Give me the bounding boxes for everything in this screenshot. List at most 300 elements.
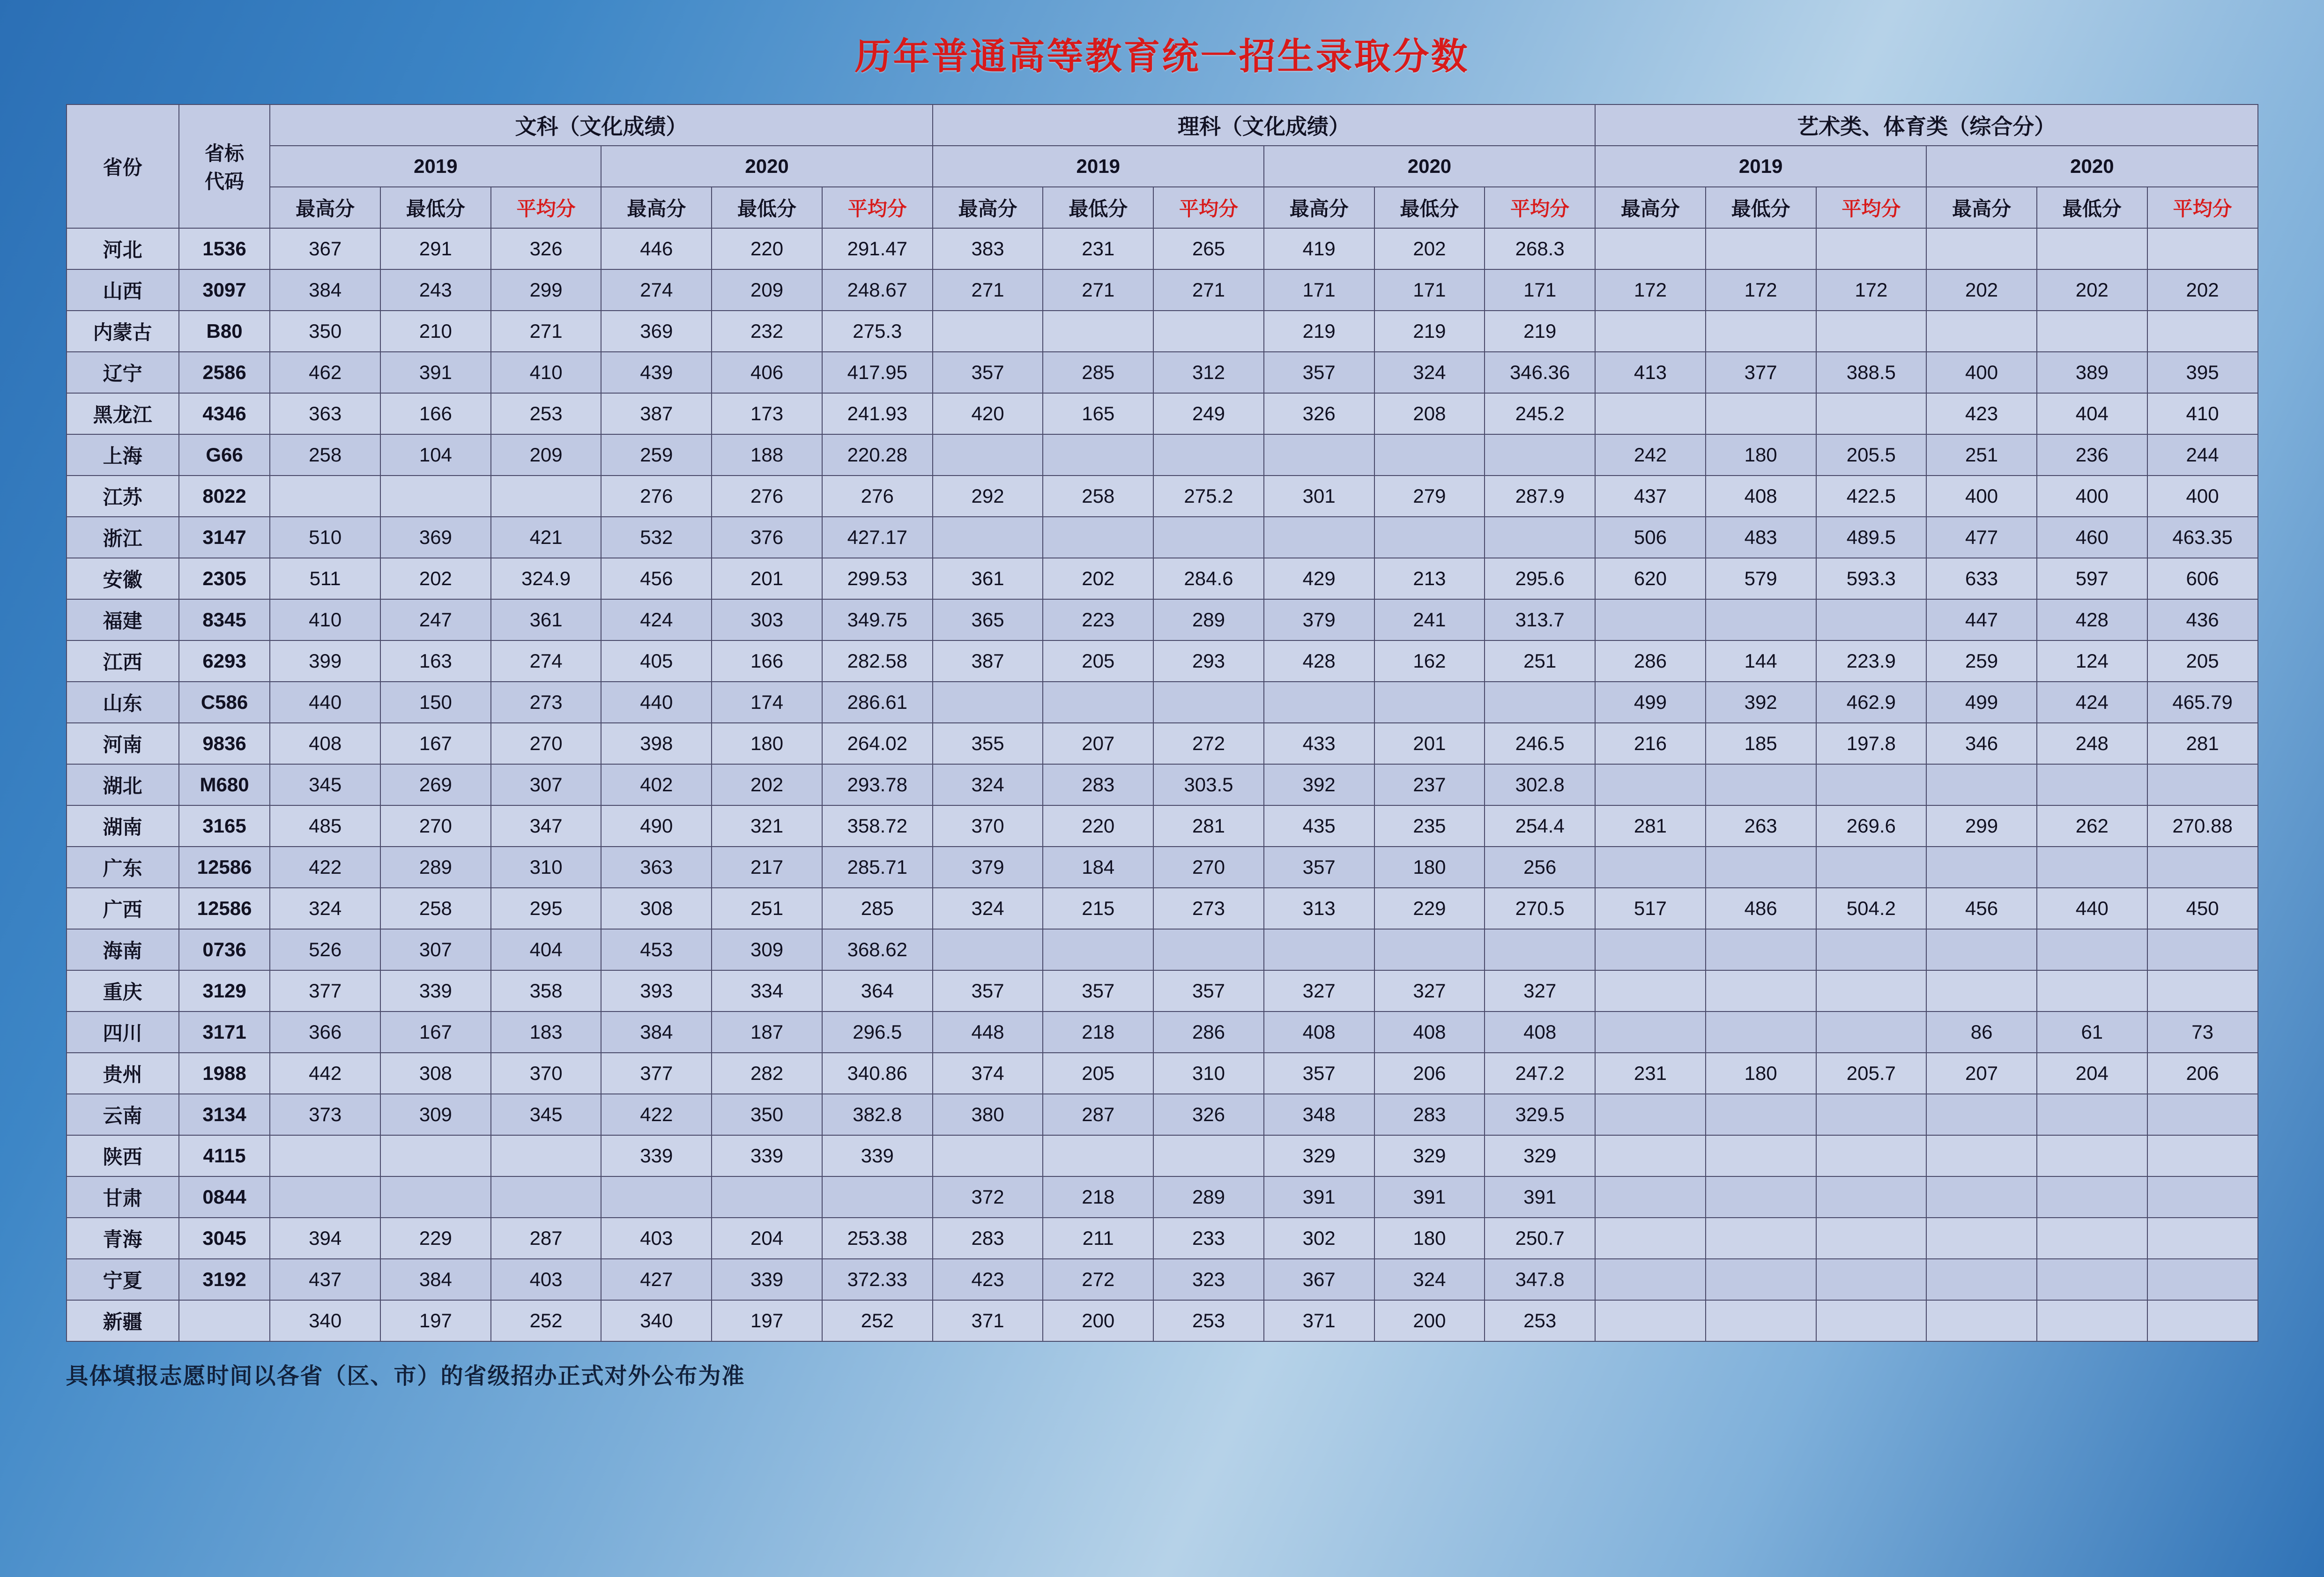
cell-liberal-2019-avg: 410 [491,352,601,393]
header-metric-max: 最高分 [1926,187,2037,228]
cell-art-2020-avg: 281 [2147,723,2258,764]
cell-science-2020-min: 391 [1374,1176,1485,1218]
cell-science-2019-max: 383 [933,228,1043,269]
cell-liberal-2019-avg: 310 [491,847,601,888]
cell-liberal-2020-avg: 248.67 [822,269,933,311]
cell-liberal-2019-max: 422 [270,847,380,888]
cell-province: 内蒙古 [67,311,179,352]
cell-art-2019-avg: 197.8 [1816,723,1927,764]
cell-science-2019-min [1043,682,1153,723]
cell-liberal-2019-avg [491,476,601,517]
cell-liberal-2019-max: 367 [270,228,380,269]
cell-art-2019-avg: 205.7 [1816,1053,1927,1094]
cell-science-2019-avg [1153,311,1264,352]
cell-liberal-2020-max: 259 [601,434,712,476]
cell-art-2020-avg [2147,970,2258,1012]
cell-liberal-2020-avg: 368.62 [822,929,933,970]
cell-liberal-2020-min: 173 [712,393,822,434]
cell-science-2020-min: 235 [1374,805,1485,847]
cell-art-2019-avg [1816,970,1927,1012]
cell-science-2020-min [1374,517,1485,558]
cell-art-2020-avg [2147,1218,2258,1259]
header-metric-max: 最高分 [270,187,380,228]
cell-liberal-2019-min: 289 [380,847,491,888]
cell-liberal-2019-min: 291 [380,228,491,269]
table-body [67,228,2258,1341]
cell-science-2019-max: 324 [933,888,1043,929]
cell-art-2020-max [1926,1094,2037,1135]
cell-art-2019-min [1706,1012,1816,1053]
header-metric-avg: 平均分 [1816,187,1927,228]
cell-science-2020-max [1264,517,1374,558]
cell-code [179,1300,270,1341]
cell-liberal-2020-min: 180 [712,723,822,764]
cell-liberal-2019-max: 408 [270,723,380,764]
cell-code: 9836 [179,723,270,764]
cell-liberal-2019-min: 384 [380,1259,491,1300]
cell-code: 12586 [179,888,270,929]
cell-science-2020-max: 171 [1264,269,1374,311]
cell-art-2020-max: 86 [1926,1012,2037,1053]
cell-art-2020-avg: 73 [2147,1012,2258,1053]
cell-art-2019-avg [1816,847,1927,888]
cell-science-2019-min: 211 [1043,1218,1153,1259]
cell-province: 湖南 [67,805,179,847]
cell-science-2019-max: 365 [933,599,1043,640]
cell-science-2020-avg: 295.6 [1485,558,1595,599]
cell-liberal-2020-max: 402 [601,764,712,805]
cell-art-2020-avg [2147,1176,2258,1218]
cell-liberal-2019-avg: 299 [491,269,601,311]
cell-liberal-2020-avg: 382.8 [822,1094,933,1135]
header-science-2019: 2019 [933,146,1264,187]
cell-art-2019-avg: 388.5 [1816,352,1927,393]
cell-liberal-2019-min: 202 [380,558,491,599]
cell-science-2020-min: 200 [1374,1300,1485,1341]
cell-liberal-2020-min: 376 [712,517,822,558]
cell-art-2020-min [2037,1135,2147,1176]
cell-science-2020-max [1264,682,1374,723]
cell-liberal-2020-max: 369 [601,311,712,352]
cell-art-2019-avg [1816,1094,1927,1135]
cell-code: 3147 [179,517,270,558]
cell-art-2019-max [1595,228,1706,269]
header-metric-avg: 平均分 [2147,187,2258,228]
cell-liberal-2020-min: 282 [712,1053,822,1094]
table-row [67,1135,2258,1176]
cell-science-2020-max: 357 [1264,352,1374,393]
cell-art-2020-max: 447 [1926,599,2037,640]
cell-code: 1536 [179,228,270,269]
cell-art-2019-max [1595,1176,1706,1218]
cell-science-2019-max: 379 [933,847,1043,888]
cell-science-2020-min: 237 [1374,764,1485,805]
table-row [67,352,2258,393]
cell-art-2020-avg: 400 [2147,476,2258,517]
cell-science-2020-max: 357 [1264,1053,1374,1094]
cell-art-2019-min [1706,1176,1816,1218]
cell-code: 12586 [179,847,270,888]
cell-art-2019-min: 180 [1706,1053,1816,1094]
header-code [179,104,270,228]
cell-liberal-2019-max: 377 [270,970,380,1012]
table-row [67,311,2258,352]
cell-art-2020-min: 389 [2037,352,2147,393]
cell-art-2020-max: 346 [1926,723,2037,764]
cell-art-2019-min [1706,970,1816,1012]
cell-art-2020-min [2037,228,2147,269]
cell-science-2019-min: 205 [1043,640,1153,682]
cell-art-2019-max: 242 [1595,434,1706,476]
cell-art-2020-avg [2147,764,2258,805]
cell-science-2019-avg: 303.5 [1153,764,1264,805]
cell-province: 新疆 [67,1300,179,1341]
cell-art-2020-avg [2147,311,2258,352]
cell-liberal-2019-max [270,1135,380,1176]
cell-liberal-2020-avg: 296.5 [822,1012,933,1053]
cell-science-2019-min: 215 [1043,888,1153,929]
cell-art-2019-max [1595,1300,1706,1341]
cell-science-2020-avg: 256 [1485,847,1595,888]
cell-science-2019-max: 355 [933,723,1043,764]
cell-science-2020-avg: 313.7 [1485,599,1595,640]
cell-art-2019-min [1706,929,1816,970]
cell-liberal-2020-min: 321 [712,805,822,847]
cell-liberal-2019-max: 440 [270,682,380,723]
header-row-groups [67,104,2258,146]
header-science-2020: 2020 [1264,146,1595,187]
cell-liberal-2019-avg: 274 [491,640,601,682]
header-metric-min: 最低分 [1043,187,1153,228]
table-row [67,476,2258,517]
cell-art-2020-min: 460 [2037,517,2147,558]
table-row [67,1012,2258,1053]
table-row [67,682,2258,723]
cell-liberal-2020-avg: 372.33 [822,1259,933,1300]
cell-science-2019-min [1043,311,1153,352]
cell-liberal-2019-avg: 404 [491,929,601,970]
cell-art-2020-max: 456 [1926,888,2037,929]
cell-science-2020-min: 180 [1374,847,1485,888]
header-group-science: 理科（文化成绩） [933,104,1595,146]
cell-art-2020-avg: 450 [2147,888,2258,929]
cell-art-2019-min [1706,228,1816,269]
cell-province: 山东 [67,682,179,723]
table-row [67,723,2258,764]
cell-science-2019-min: 205 [1043,1053,1153,1094]
header-metric-min: 最低分 [1706,187,1816,228]
cell-liberal-2019-min: 166 [380,393,491,434]
cell-liberal-2020-max: 377 [601,1053,712,1094]
cell-art-2020-max [1926,1218,2037,1259]
cell-science-2019-max [933,1135,1043,1176]
cell-science-2019-avg [1153,929,1264,970]
cell-science-2020-max: 327 [1264,970,1374,1012]
cell-science-2019-max: 283 [933,1218,1043,1259]
cell-liberal-2019-min: 269 [380,764,491,805]
table-row [67,269,2258,311]
cell-art-2019-max: 231 [1595,1053,1706,1094]
cell-science-2020-min: 180 [1374,1218,1485,1259]
cell-liberal-2019-max [270,1176,380,1218]
cell-code: 3134 [179,1094,270,1135]
cell-science-2019-max: 420 [933,393,1043,434]
cell-liberal-2019-min: 339 [380,970,491,1012]
cell-art-2020-min: 61 [2037,1012,2147,1053]
cell-liberal-2020-max: 456 [601,558,712,599]
cell-science-2019-min: 165 [1043,393,1153,434]
cell-science-2019-min [1043,434,1153,476]
cell-art-2020-max [1926,1300,2037,1341]
cell-province: 陕西 [67,1135,179,1176]
cell-liberal-2020-avg: 220.28 [822,434,933,476]
cell-art-2019-avg [1816,929,1927,970]
cell-art-2019-avg: 489.5 [1816,517,1927,558]
cell-liberal-2020-avg: 293.78 [822,764,933,805]
table-row [67,1094,2258,1135]
cell-liberal-2019-max: 340 [270,1300,380,1341]
cell-liberal-2019-min [380,1176,491,1218]
cell-art-2019-min [1706,1135,1816,1176]
cell-liberal-2020-avg: 427.17 [822,517,933,558]
cell-province: 安徽 [67,558,179,599]
cell-art-2019-max: 281 [1595,805,1706,847]
cell-art-2019-avg [1816,1259,1927,1300]
cell-art-2020-min: 202 [2037,269,2147,311]
cell-art-2020-max: 633 [1926,558,2037,599]
cell-liberal-2019-avg: 183 [491,1012,601,1053]
cell-science-2019-max: 271 [933,269,1043,311]
cell-science-2019-avg: 312 [1153,352,1264,393]
cell-art-2020-avg: 270.88 [2147,805,2258,847]
cell-art-2020-avg: 436 [2147,599,2258,640]
cell-art-2020-min: 424 [2037,682,2147,723]
cell-science-2020-min [1374,682,1485,723]
cell-art-2019-max: 286 [1595,640,1706,682]
table-row [67,599,2258,640]
cell-liberal-2020-avg: 299.53 [822,558,933,599]
cell-art-2019-max [1595,847,1706,888]
cell-science-2019-max: 380 [933,1094,1043,1135]
table-row [67,640,2258,682]
cell-art-2020-min: 236 [2037,434,2147,476]
cell-liberal-2020-max: 405 [601,640,712,682]
cell-province: 河北 [67,228,179,269]
cell-science-2020-min: 324 [1374,1259,1485,1300]
cell-liberal-2020-avg: 275.3 [822,311,933,352]
table-row [67,558,2258,599]
cell-art-2019-min [1706,599,1816,640]
cell-liberal-2019-avg: 403 [491,1259,601,1300]
cell-science-2020-min: 324 [1374,352,1485,393]
cell-art-2020-max: 202 [1926,269,2037,311]
cell-art-2019-max: 216 [1595,723,1706,764]
cell-code: M680 [179,764,270,805]
cell-science-2020-max: 419 [1264,228,1374,269]
cell-liberal-2019-min: 163 [380,640,491,682]
cell-art-2019-max: 620 [1595,558,1706,599]
cell-liberal-2020-min: 251 [712,888,822,929]
admission-scores-table [66,104,2258,1342]
cell-province: 江西 [67,640,179,682]
cell-art-2019-min: 408 [1706,476,1816,517]
cell-liberal-2020-max: 276 [601,476,712,517]
table-row [67,1259,2258,1300]
cell-liberal-2019-avg: 345 [491,1094,601,1135]
table-row [67,1176,2258,1218]
cell-liberal-2020-avg [822,1176,933,1218]
cell-art-2020-max [1926,1135,2037,1176]
cell-science-2019-avg: 233 [1153,1218,1264,1259]
cell-science-2020-min: 241 [1374,599,1485,640]
cell-art-2019-max: 413 [1595,352,1706,393]
cell-art-2019-max [1595,1094,1706,1135]
cell-art-2019-avg [1816,311,1927,352]
cell-science-2019-avg: 293 [1153,640,1264,682]
cell-liberal-2019-min: 309 [380,1094,491,1135]
cell-liberal-2020-max: 387 [601,393,712,434]
cell-art-2019-max: 499 [1595,682,1706,723]
cell-province: 湖北 [67,764,179,805]
cell-art-2019-avg: 172 [1816,269,1927,311]
header-art-2019: 2019 [1595,146,1926,187]
cell-province: 广西 [67,888,179,929]
table-row [67,970,2258,1012]
cell-code: B80 [179,311,270,352]
cell-liberal-2020-avg: 253.38 [822,1218,933,1259]
cell-science-2020-max: 348 [1264,1094,1374,1135]
cell-science-2019-avg: 286 [1153,1012,1264,1053]
cell-science-2020-max: 429 [1264,558,1374,599]
page-title: 历年普通高等教育统一招生录取分数 [854,36,1470,77]
cell-science-2019-min: 207 [1043,723,1153,764]
cell-liberal-2019-avg: 209 [491,434,601,476]
cell-science-2020-avg: 254.4 [1485,805,1595,847]
cell-science-2020-min: 162 [1374,640,1485,682]
cell-art-2019-avg [1816,1135,1927,1176]
header-metric-max: 最高分 [933,187,1043,228]
cell-art-2020-max [1926,929,2037,970]
header-art-2020: 2020 [1926,146,2257,187]
cell-liberal-2020-avg: 264.02 [822,723,933,764]
cell-liberal-2019-min: 307 [380,929,491,970]
header-liberal-2020: 2020 [601,146,932,187]
cell-liberal-2019-min: 308 [380,1053,491,1094]
header-metric-avg: 平均分 [491,187,601,228]
cell-liberal-2020-max: 439 [601,352,712,393]
cell-science-2020-max [1264,929,1374,970]
cell-liberal-2019-max [270,476,380,517]
cell-science-2020-max: 371 [1264,1300,1374,1341]
cell-liberal-2020-avg: 417.95 [822,352,933,393]
cell-science-2019-avg: 271 [1153,269,1264,311]
cell-science-2019-min: 184 [1043,847,1153,888]
cell-art-2019-min: 377 [1706,352,1816,393]
cell-science-2019-max: 370 [933,805,1043,847]
cell-art-2020-avg [2147,1259,2258,1300]
cell-code: 1988 [179,1053,270,1094]
header-metric-avg: 平均分 [1153,187,1264,228]
cell-liberal-2019-min: 167 [380,723,491,764]
cell-science-2020-max: 313 [1264,888,1374,929]
cell-art-2019-avg: 422.5 [1816,476,1927,517]
cell-province: 宁夏 [67,1259,179,1300]
cell-liberal-2020-min: 201 [712,558,822,599]
table-row [67,847,2258,888]
cell-art-2019-max: 437 [1595,476,1706,517]
cell-art-2019-max [1595,970,1706,1012]
cell-province: 重庆 [67,970,179,1012]
cell-code: 8022 [179,476,270,517]
cell-liberal-2020-min: 220 [712,228,822,269]
cell-science-2019-max: 448 [933,1012,1043,1053]
cell-liberal-2020-max: 424 [601,599,712,640]
cell-art-2019-min [1706,1094,1816,1135]
cell-science-2019-max: 357 [933,970,1043,1012]
cell-art-2020-max [1926,228,2037,269]
cell-art-2020-avg [2147,1094,2258,1135]
cell-code: 0844 [179,1176,270,1218]
cell-province: 上海 [67,434,179,476]
cell-science-2019-min: 200 [1043,1300,1153,1341]
cell-liberal-2020-min: 232 [712,311,822,352]
cell-science-2020-max: 219 [1264,311,1374,352]
cell-science-2020-max: 433 [1264,723,1374,764]
cell-art-2020-max [1926,1259,2037,1300]
cell-science-2019-max [933,434,1043,476]
cell-science-2020-avg: 247.2 [1485,1053,1595,1094]
cell-science-2019-avg: 326 [1153,1094,1264,1135]
cell-liberal-2020-min: 188 [712,434,822,476]
cell-science-2019-avg [1153,517,1264,558]
cell-science-2019-max: 374 [933,1053,1043,1094]
cell-liberal-2020-min: 303 [712,599,822,640]
cell-science-2019-max: 361 [933,558,1043,599]
header-code-line1: 省标 [205,142,245,164]
cell-art-2019-max [1595,1259,1706,1300]
cell-art-2020-max: 400 [1926,352,2037,393]
cell-art-2020-min: 440 [2037,888,2147,929]
cell-science-2020-max: 357 [1264,847,1374,888]
cell-science-2019-min: 285 [1043,352,1153,393]
header-metric-min: 最低分 [1374,187,1485,228]
cell-science-2019-avg: 357 [1153,970,1264,1012]
cell-code: 4115 [179,1135,270,1176]
cell-science-2019-avg: 270 [1153,847,1264,888]
cell-science-2020-min: 283 [1374,1094,1485,1135]
cell-liberal-2019-max: 258 [270,434,380,476]
cell-art-2020-max [1926,970,2037,1012]
cell-liberal-2019-avg: 271 [491,311,601,352]
header-code-line2: 代码 [205,171,245,193]
cell-science-2020-avg: 329.5 [1485,1094,1595,1135]
cell-liberal-2019-min: 258 [380,888,491,929]
cell-liberal-2019-min: 167 [380,1012,491,1053]
cell-liberal-2020-avg: 285 [822,888,933,929]
cell-liberal-2020-min: 339 [712,1135,822,1176]
cell-science-2019-avg: 323 [1153,1259,1264,1300]
cell-liberal-2019-min: 243 [380,269,491,311]
cell-liberal-2020-min: 209 [712,269,822,311]
cell-province: 福建 [67,599,179,640]
header-metric-max: 最高分 [1595,187,1706,228]
cell-science-2020-avg [1485,517,1595,558]
cell-art-2019-max: 172 [1595,269,1706,311]
cell-science-2020-max: 329 [1264,1135,1374,1176]
cell-science-2019-max [933,517,1043,558]
cell-art-2019-min: 486 [1706,888,1816,929]
cell-liberal-2019-min [380,1135,491,1176]
